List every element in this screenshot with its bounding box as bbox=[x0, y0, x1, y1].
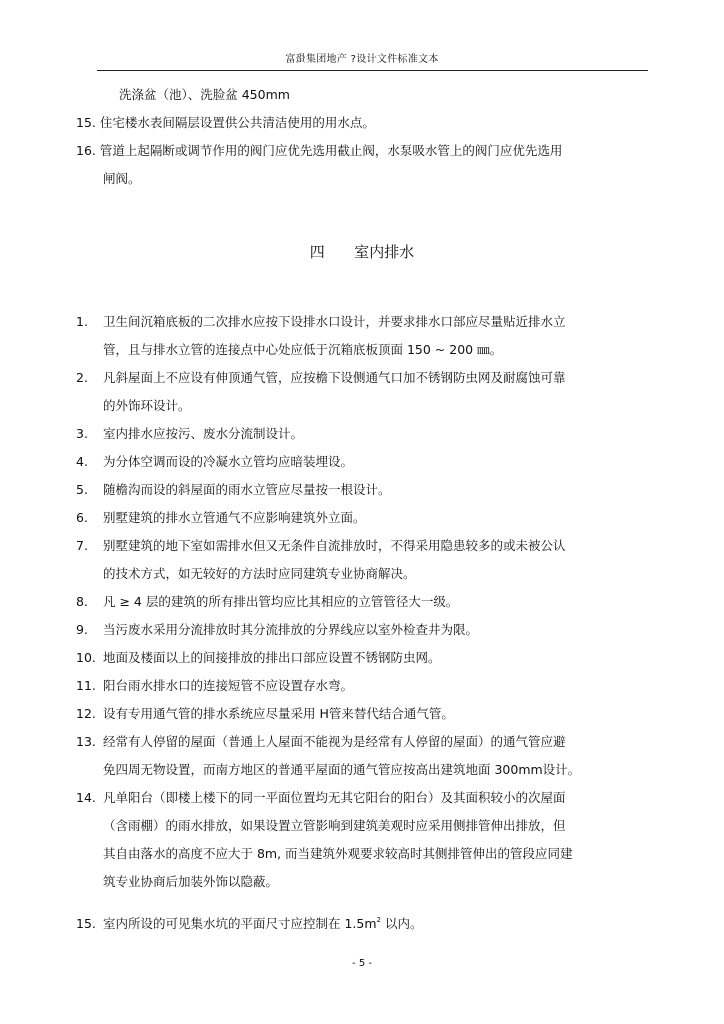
superscript: 2 bbox=[376, 916, 381, 924]
list-item bbox=[76, 314, 566, 330]
item-number: 11. bbox=[76, 678, 96, 693]
list-item-continuation bbox=[103, 818, 566, 834]
item-text: 室内所设的可见集水坑的平面尺寸应控制在 1.5m bbox=[103, 916, 377, 931]
item-text: 别墅建筑的地下室如需排水但又无条件自流排放时，不得采用隐患较多的或未被公认 bbox=[103, 538, 566, 553]
section-heading bbox=[0, 241, 724, 262]
item-text: 筑专业协商后加装外饰以隐蔽。 bbox=[103, 874, 279, 889]
item-number: 10. bbox=[76, 650, 96, 665]
item-text: 当污废水采用分流排放时其分流排放的分界线应以室外检查井为限。 bbox=[103, 622, 479, 637]
item-text: 其自由落水的高度不应大于 8m, 而当建筑外观要求较高时其侧排管伸出的管段应同建 bbox=[103, 846, 573, 861]
item-number: 8. bbox=[76, 594, 88, 609]
item-text: 免四周无物设置，而南方地区的普通平屋面的通气管应按高出建筑地面 300mm设计。 bbox=[103, 762, 581, 777]
item-number: 15. bbox=[76, 916, 96, 931]
item-text: 的技术方式，如无较好的方法时应同建筑专业协商解决。 bbox=[103, 566, 416, 581]
list-item-continuation bbox=[103, 566, 416, 582]
list-item bbox=[76, 426, 303, 442]
item-text: 凡斜屋面上不应设有伸顶通气管，应按檐下设侧通气口加不锈钢防虫网及耐腐蚀可靠 bbox=[103, 370, 566, 385]
list-item bbox=[76, 650, 441, 666]
text-line: 闸阀。 bbox=[103, 171, 141, 186]
item-number: 9. bbox=[76, 622, 88, 637]
list-item bbox=[76, 622, 478, 638]
item-text-tail: 以内。 bbox=[381, 916, 423, 931]
list-item bbox=[76, 510, 366, 526]
list-item bbox=[76, 734, 566, 750]
item-number: 3. bbox=[76, 426, 88, 441]
item-text: 为分体空调而设的冷凝水立管均应暗装埋设。 bbox=[103, 454, 354, 469]
item-text: 经常有人停留的屋面（普通上人屋面不能视为是经常有人停留的屋面）的通气管应避 bbox=[103, 734, 566, 749]
list-item bbox=[76, 370, 566, 386]
list-item-continuation bbox=[103, 342, 502, 358]
list-item-continuation bbox=[103, 874, 278, 890]
item-text: 管，且与排水立管的连接点中心处应低于沉箱底板顶面 150 ~ 200 ㎜。 bbox=[103, 342, 503, 357]
page-number: - 5 - bbox=[352, 958, 372, 969]
item-text: 随檐沟而设的斜屋面的雨水立管应尽量按一根设计。 bbox=[103, 482, 391, 497]
item-number: 5. bbox=[76, 482, 88, 497]
section-title: 室内排水 bbox=[354, 243, 415, 261]
item-text: 凡 ≥ 4 层的建筑的所有排出管均应比其相应的立管管径大一级。 bbox=[103, 594, 459, 609]
item-number: 13. bbox=[76, 734, 96, 749]
list-item bbox=[76, 912, 422, 932]
list-item bbox=[76, 454, 353, 470]
item-number: 14. bbox=[76, 790, 96, 805]
item-text: 别墅建筑的排水立管通气不应影响建筑外立面。 bbox=[103, 510, 366, 525]
list-item bbox=[76, 594, 458, 610]
item-number: 4. bbox=[76, 454, 88, 469]
section-number: 四 bbox=[309, 243, 325, 261]
item-text: （含雨棚）的雨水排放，如果设置立管影响到建筑美观时应采用侧排管伸出排放，但 bbox=[103, 818, 566, 833]
text-line: 洗涤盆（池）、洗脸盆 450mm bbox=[119, 87, 290, 102]
text-line: 16. 管道上起隔断或调节作用的阀门应优先选用截止阀，水泵吸水管上的阀门应优先选用 bbox=[76, 143, 563, 158]
item-number: 12. bbox=[76, 706, 96, 721]
item-number: 7. bbox=[76, 538, 88, 553]
item-text: 阳台雨水排水口的连接短管不应设置存水弯。 bbox=[103, 678, 354, 693]
text-line: 15. 住宅楼水表间隔层设置供公共清洁使用的用水点。 bbox=[76, 115, 375, 130]
item-text: 室内排水应按污、废水分流制设计。 bbox=[103, 426, 304, 441]
list-item bbox=[76, 790, 566, 806]
header-rule bbox=[97, 70, 648, 71]
item-text: 地面及楼面以上的间接排放的排出口部应设置不锈钢防虫网。 bbox=[103, 650, 441, 665]
list-item bbox=[76, 538, 566, 554]
list-item bbox=[76, 678, 353, 694]
list-item bbox=[76, 706, 454, 722]
item-number: 6. bbox=[76, 510, 88, 525]
item-text: 设有专用通气管的排水系统应尽量采用 H管来替代结合通气管。 bbox=[103, 706, 454, 721]
page-header: 富蛩集团地产 ?设计文件标准文本 bbox=[285, 54, 439, 65]
list-item-continuation bbox=[103, 846, 573, 862]
list-item bbox=[76, 482, 391, 498]
item-number: 2. bbox=[76, 370, 88, 385]
item-text: 卫生间沉箱底板的二次排水应按下设排水口设计，并要求排水口部应尽量贴近排水立 bbox=[103, 314, 566, 329]
item-number: 1. bbox=[76, 314, 88, 329]
item-text: 的外饰环设计。 bbox=[103, 398, 191, 413]
list-item-continuation bbox=[103, 398, 191, 414]
list-item-continuation bbox=[103, 762, 580, 778]
item-text: 凡单阳台（即楼上楼下的同一平面位置均无其它阳台的阳台）及其面积较小的次屋面 bbox=[103, 790, 566, 805]
